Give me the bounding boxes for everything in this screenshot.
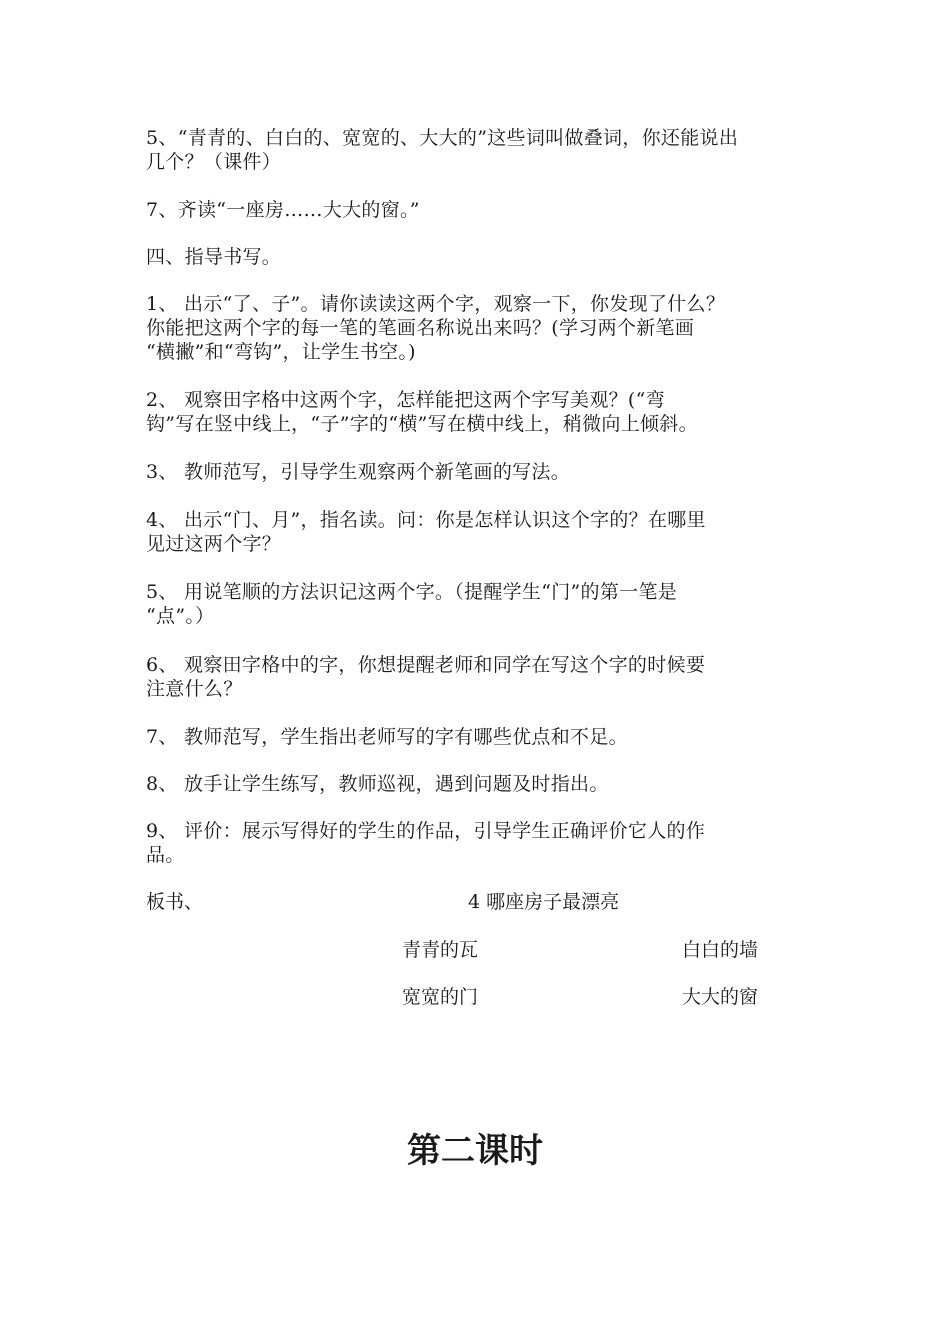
paragraph-step-1 [146, 292, 826, 364]
text-line: 7、 教师范写，学生指出老师写的字有哪些优点和不足。 [146, 726, 628, 748]
board-title: 4 哪座房子最漂亮 [468, 891, 620, 913]
paragraph-step-7 [146, 725, 826, 749]
paragraph-step-6 [146, 653, 826, 701]
text-line: “横撇”和“弯钩”，让学生书空。) [146, 341, 416, 363]
paragraph-step-9 [146, 819, 826, 867]
text-line: 3、 教师范写，引导学生观察两个新笔画的写法。 [146, 461, 571, 483]
section-title: 第二课时 [407, 1131, 543, 1171]
board-label: 板书、 [146, 891, 204, 913]
text-line: 注意什么？ [146, 678, 243, 700]
paragraph-step-3 [146, 460, 826, 484]
section-heading-writing-guidance [146, 245, 826, 269]
paragraph-step-8 [146, 772, 826, 796]
board-item: 白白的墙 [682, 939, 759, 961]
board-item: 青青的瓦 [402, 939, 479, 961]
text-line: 7、齐读“一座房……大大的窗。” [146, 199, 420, 221]
text-line: “点”。） [146, 605, 215, 627]
text-line: 8、 放手让学生练写，教师巡视，遇到问题及时指出。 [146, 773, 609, 795]
text-line: 钩”写在竖中线上，“子”字的“横”写在横中线上，稍微向上倾斜。 [146, 413, 698, 435]
text-line: 你能把这两个字的每一笔的笔画名称说出来吗？(学习两个新笔画 [146, 317, 695, 339]
paragraph-step-5 [146, 580, 826, 628]
text-line: 6、 观察田字格中的字，你想提醒老师和同学在写这个字的时候要 [146, 654, 706, 676]
paragraph-step-4 [146, 508, 826, 556]
text-line: 几个？（课件） [146, 151, 282, 173]
text-line: 品。 [146, 844, 185, 866]
paragraph-step-2 [146, 388, 826, 436]
text-line: 2、 观察田字格中这两个字，怎样能把这两个字写美观？(“弯 [146, 389, 665, 411]
text-line: 四、指导书写。 [146, 246, 282, 268]
text-line: 1、 出示“了、子”。请你读读这两个字，观察一下，你发现了什么？ [146, 293, 726, 315]
paragraph-overlapping-words [146, 126, 826, 174]
text-line: 5、 用说笔顺的方法识记这两个字。（提醒学生“门”的第一笔是 [146, 581, 678, 603]
board-item: 宽宽的门 [402, 986, 479, 1008]
text-line: 5、“青青的、白白的、宽宽的、大大的”这些词叫做叠词，你还能说出 [146, 127, 739, 149]
text-line: 见过这两个字？ [146, 533, 282, 555]
board-item: 大大的窗 [682, 986, 759, 1008]
paragraph-read-together [146, 198, 826, 222]
text-line: 4、 出示“门、月”，指名读。问：你是怎样认识这个字的？在哪里 [146, 509, 706, 531]
text-line: 9、 评价：展示写得好的学生的作品，引导学生正确评价它人的作 [146, 820, 706, 842]
